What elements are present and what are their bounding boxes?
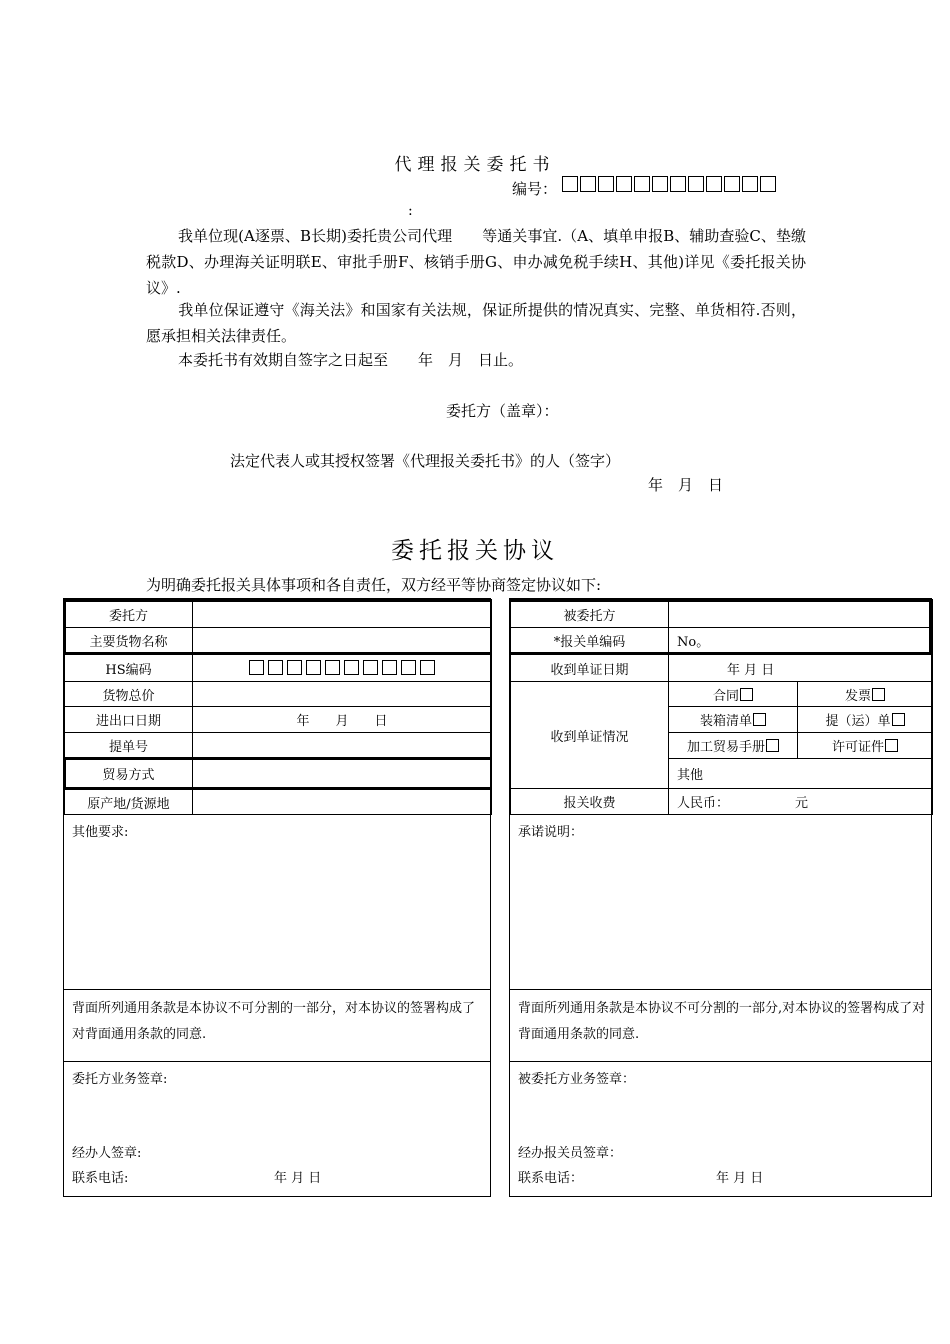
agreement-intro: 为明确委托报关具体事项和各自责任，双方经平等协商签定协议如下: xyxy=(146,576,602,594)
number-box[interactable] xyxy=(652,176,668,192)
principal-clause: 背面所列通用条款是本协议不可分割的一部分，对本协议的签署构成了对背面通用条款的同意. xyxy=(72,1001,476,1042)
other-requirements-label: 其他要求: xyxy=(72,825,129,840)
trustee-date: 年 月 日 xyxy=(716,1171,764,1186)
doc-license-label: 许可证件 xyxy=(831,740,884,755)
hs-code-box[interactable] xyxy=(344,660,359,675)
origin-value[interactable] xyxy=(193,789,492,815)
docs-received-label: 收到单证情况 xyxy=(511,682,669,789)
trade-mode-value[interactable] xyxy=(193,759,492,789)
doc-packing-list-label: 装箱清单 xyxy=(699,714,752,729)
trustee-clause: 背面所列通用条款是本协议不可分割的一部分,对本协议的签署构成了对背面通用条款的同意. xyxy=(518,1001,926,1042)
doc-bill-of-lading-label: 提（运）单 xyxy=(825,714,891,729)
representative-label: 法定代表人或其授权签署《代理报关委托书》的人（签字） xyxy=(230,452,621,470)
fee-currency: 人民币： xyxy=(677,796,730,811)
number-box[interactable] xyxy=(760,176,776,192)
goods-name-value[interactable] xyxy=(193,628,492,654)
number-box[interactable] xyxy=(706,176,722,192)
table-row xyxy=(511,654,933,682)
bill-no-value[interactable] xyxy=(193,733,492,759)
doc-contract[interactable] xyxy=(669,682,798,707)
table-row xyxy=(65,789,492,815)
total-value-value[interactable] xyxy=(193,682,492,707)
bill-no-label: 提单号 xyxy=(65,733,193,759)
number-box[interactable] xyxy=(580,176,596,192)
seal-label: 委托方（盖章）： xyxy=(446,402,559,420)
divider xyxy=(510,1061,932,1062)
trustee-handler-sign[interactable]: 经办报关员签章： xyxy=(518,1146,623,1161)
doc-bill-of-lading[interactable] xyxy=(798,707,933,733)
origin-label: 原产地/货源地 xyxy=(65,789,193,815)
bold-border xyxy=(63,757,66,789)
fee-value[interactable] xyxy=(669,789,933,815)
promise-label: 承诺说明： xyxy=(518,825,584,840)
fee-label: 报关收费 xyxy=(511,789,669,815)
number-label: 编号： xyxy=(512,180,558,198)
hs-code-box[interactable] xyxy=(420,660,435,675)
principal-handler-sign[interactable]: 经办人签章: xyxy=(72,1146,142,1161)
hs-code-label: HS编码 xyxy=(65,654,193,682)
hs-code-box[interactable] xyxy=(306,660,321,675)
trustee-phone[interactable]: 联系电话： xyxy=(518,1171,584,1186)
principal-value[interactable] xyxy=(193,601,492,628)
table-row xyxy=(511,628,933,654)
bold-border xyxy=(929,598,932,654)
trustee-label: 被委托方 xyxy=(511,601,669,628)
principal-phone[interactable]: 联系电话: xyxy=(72,1171,129,1186)
goods-name-label: 主要货物名称 xyxy=(65,628,193,654)
number-box[interactable] xyxy=(724,176,740,192)
number-boxes[interactable] xyxy=(562,176,776,192)
checkbox-icon[interactable] xyxy=(892,713,905,726)
table-row xyxy=(65,707,492,733)
letter-title: 代理报关委托书 xyxy=(394,155,556,175)
doc-contract-label: 合同 xyxy=(712,688,739,704)
checkbox-icon[interactable] xyxy=(885,739,898,752)
ie-date-value[interactable]: 年 月 日 xyxy=(193,707,492,733)
table-row xyxy=(65,601,492,628)
table-row xyxy=(65,733,492,759)
fee-unit: 元 xyxy=(795,796,809,811)
principal-date: 年 月 日 xyxy=(274,1171,322,1186)
trustee-table xyxy=(510,599,933,815)
doc-license[interactable] xyxy=(798,733,933,759)
table-row xyxy=(511,682,933,707)
trustee-business-sign[interactable]: 被委托方业务签章： xyxy=(518,1072,636,1087)
checkbox-icon[interactable] xyxy=(753,713,766,726)
hs-code-box[interactable] xyxy=(382,660,397,675)
colon-mark: : xyxy=(408,203,413,219)
trade-mode-label: 贸易方式 xyxy=(65,759,193,789)
hs-code-box[interactable] xyxy=(268,660,283,675)
doc-processing-manual[interactable] xyxy=(669,733,798,759)
doc-invoice[interactable] xyxy=(798,682,933,707)
doc-invoice-label: 发票 xyxy=(844,688,871,704)
principal-panel xyxy=(63,598,491,1197)
number-box[interactable] xyxy=(562,176,578,192)
hs-code-box[interactable] xyxy=(249,660,264,675)
doc-packing-list[interactable] xyxy=(669,707,798,733)
letter-paragraph-3 xyxy=(146,347,806,373)
number-box[interactable] xyxy=(634,176,650,192)
letter-paragraph-1 xyxy=(146,223,806,301)
divider xyxy=(64,1061,491,1062)
table-row xyxy=(65,654,492,682)
receive-date-value[interactable]: 年 月 日 xyxy=(669,654,933,682)
number-box[interactable] xyxy=(598,176,614,192)
checkbox-icon[interactable] xyxy=(766,739,779,752)
principal-business-sign[interactable]: 委托方业务签章: xyxy=(72,1072,168,1087)
bold-border xyxy=(63,598,66,654)
trustee-panel xyxy=(509,598,932,1197)
number-box[interactable] xyxy=(688,176,704,192)
letter-date: 年 月 日 xyxy=(648,476,724,494)
doc-processing-manual-label: 加工贸易手册 xyxy=(686,740,765,755)
divider xyxy=(64,989,491,990)
number-box[interactable] xyxy=(670,176,686,192)
table-row xyxy=(65,759,492,789)
total-value-label: 货物总价 xyxy=(65,682,193,707)
principal-table xyxy=(64,599,492,815)
checkbox-icon[interactable] xyxy=(872,688,885,701)
agreement-title: 委托报关协议 xyxy=(391,538,559,564)
number-box[interactable] xyxy=(742,176,758,192)
hs-code-box[interactable] xyxy=(325,660,340,675)
trustee-value[interactable] xyxy=(669,601,933,628)
hs-code-boxes[interactable] xyxy=(193,654,492,682)
divider xyxy=(510,989,932,990)
letter-paragraph-3-text: 本委托书有效期自签字之日起至 年 月 日止。 xyxy=(178,351,524,369)
table-row xyxy=(65,628,492,654)
hs-code-box[interactable] xyxy=(401,660,416,675)
declaration-no-label: *报关单编码 xyxy=(511,628,669,654)
doc-other[interactable]: 其他 xyxy=(669,759,933,789)
hs-code-box[interactable] xyxy=(363,660,378,675)
number-box[interactable] xyxy=(616,176,632,192)
declaration-no-value[interactable]: No。 xyxy=(669,628,933,654)
table-row xyxy=(511,601,933,628)
hs-code-box[interactable] xyxy=(287,660,302,675)
letter-paragraph-1-text: 我单位现(A逐票、B长期)委托贵公司代理 等通关事宜.（A、填单申报B、辅助查验C、垫缴税款D、办理海关证明联E、审批手册F、核销手册G、申办减免税手续H、其他)详见《委托报关协议》. xyxy=(146,227,806,297)
ie-date-label: 进出口日期 xyxy=(65,707,193,733)
letter-paragraph-2-text: 我单位保证遵守《海关法》和国家有关法规，保证所提供的情况真实、完整、单货相符.否则，愿承担相关法律责任。 xyxy=(146,301,806,345)
table-row xyxy=(511,789,933,815)
table-row xyxy=(65,682,492,707)
principal-label: 委托方 xyxy=(65,601,193,628)
checkbox-icon[interactable] xyxy=(740,688,753,701)
receive-date-label: 收到单证日期 xyxy=(511,654,669,682)
letter-paragraph-2 xyxy=(146,297,806,349)
